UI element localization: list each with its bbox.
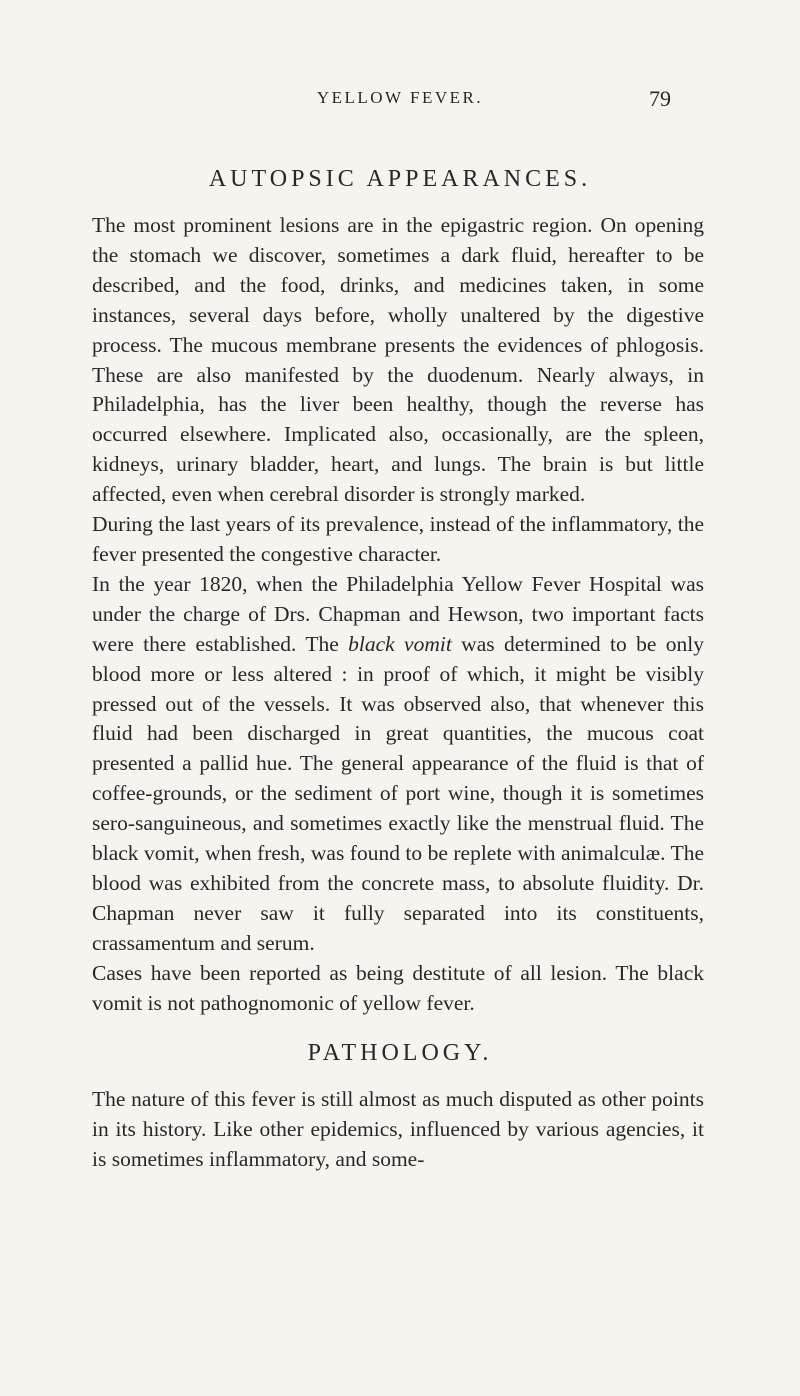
paragraph-lesions: The most prominent lesions are in the epigastric region. On opening the stomach we discover, sometimes a dark fluid, hereafter to be described, and the food, drinks, and medicines taken, in some instances, several days before, wholly unaltered by the digestive process. The mucous membrane presents the evidences of phlogosis. These are also manifested by the duodenum. Nearly always, in Philadelphia, has the liver been healthy, though the reverse has occurred elsewhere. Implicated also, occasionally, are the spleen, kidneys, urinary bladder, heart, and lungs. The brain is but little affected, even when cerebral disorder is strongly marked. bbox=[92, 213, 704, 507]
paragraph-hospital-1820 bbox=[92, 570, 704, 959]
autopsic-appearances-body bbox=[92, 211, 704, 1018]
pathology-body bbox=[92, 1085, 704, 1175]
black-vomit-italic: black vomit bbox=[348, 631, 452, 656]
paragraph-hospital-1820-after: was determined to be only blood more or less altered : in proof of which, it might be visibly pressed out of the vessels. It was observed also, that whenever this fluid had been discharged in great quantities, the mucous coat presented a pallid hue. The general appearance of the fluid is that of coffee-grounds, or the sediment of port wine, though it is sometimes sero-sanguineous, and sometimes exactly like the menstrual fluid. The black vomit, when fresh, was found to be replete with animalculæ. The blood was exhibited from the concrete mass, to absolute fluidity. Dr. Chapman never saw it fully separated into its constituents, crassamentum and serum. bbox=[92, 631, 704, 955]
page-number: 79 bbox=[649, 86, 671, 111]
running-title: YELLOW FEVER. bbox=[316, 88, 484, 107]
paragraph-destitute-of-lesion: Cases have been reported as being destitute of all lesion. The black vomit is not pathognomonic of yellow fever. bbox=[92, 960, 704, 1015]
paragraph-congestive-character: During the last years of its prevalence, instead of the inflammatory, the fever presented the congestive character. bbox=[92, 512, 704, 566]
section-heading-pathology: PATHOLOGY. bbox=[307, 1040, 493, 1066]
paragraph-nature-of-fever: The nature of this fever is still almost as much disputed as other points in its history. Like other epidemics, influenced by various agencies, it is sometimes inflammatory, and some- bbox=[92, 1087, 704, 1171]
section-heading-autopsic-appearances: AUTOPSIC APPEARANCES. bbox=[208, 166, 592, 192]
paragraph-hospital-1820-before: In the year 1820, when the Philadelphia Yellow Fever Hospital was under the charge of Drs. Chapman and Hewson, two important facts were there established. The bbox=[92, 571, 704, 656]
